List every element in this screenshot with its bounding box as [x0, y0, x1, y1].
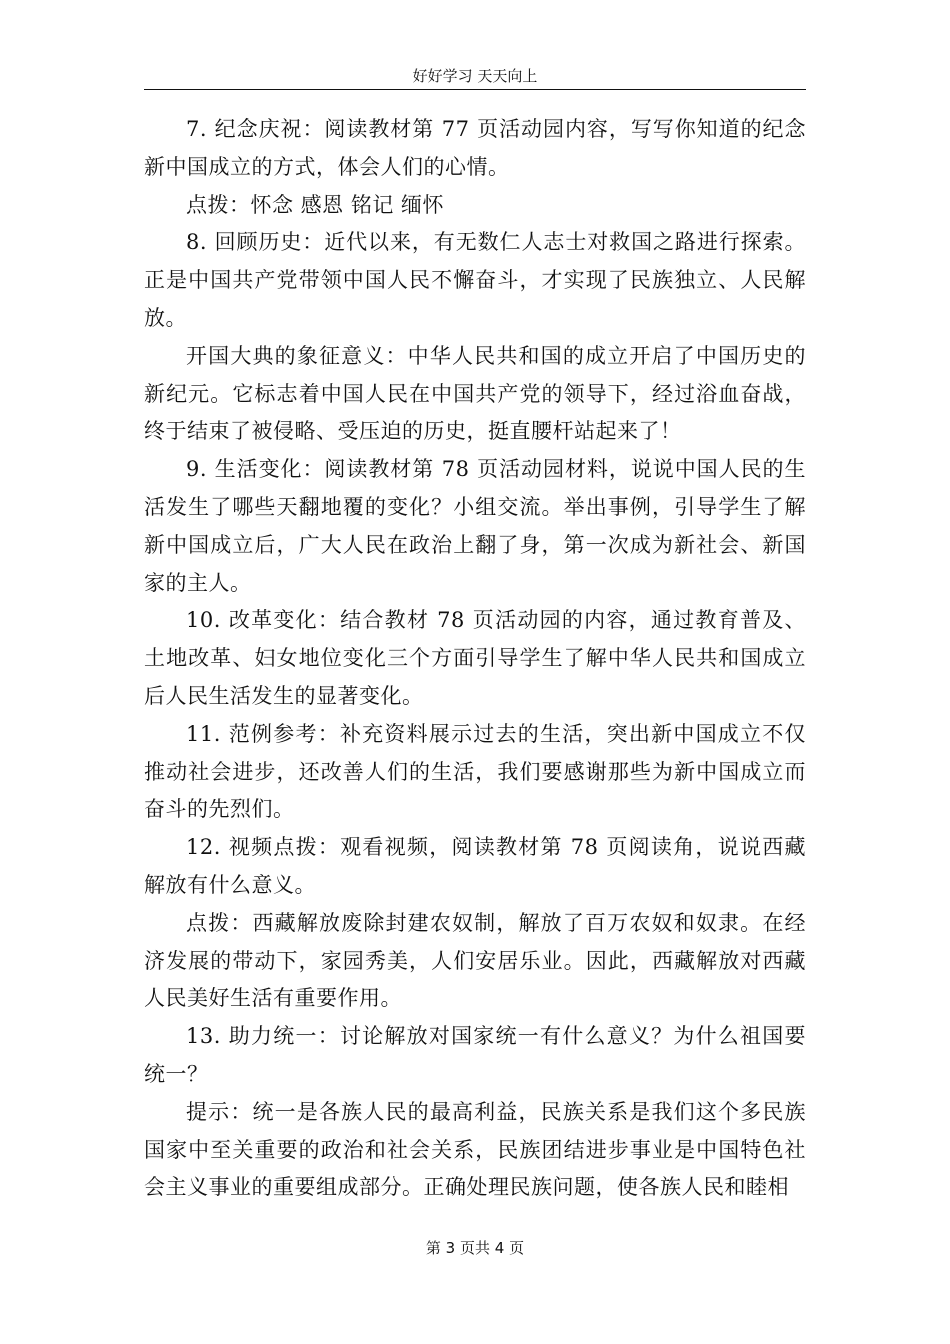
paragraph-8-history: 8. 回顾历史：近代以来，有无数仁人志士对救国之路进行探索。正是中国共产党带领中国人民不懈奋斗，才实现了民族独立、人民解放。 — [144, 230, 806, 330]
paragraph-7-commemoration: 7. 纪念庆祝：阅读教材第 77 页活动园内容，写写你知道的纪念新中国成立的方式，体会人们的心情。 — [144, 117, 806, 179]
paragraph-9-life-change: 9. 生活变化：阅读教材第 78 页活动园材料，说说中国人民的生活发生了哪些天翻地覆的变化？小组交流。举出事例，引导学生了解新中国成立后，广大人民在政治上翻了身，第一次成为新社会、新国家的主人。 — [144, 457, 806, 595]
document-body — [144, 111, 806, 1207]
page-footer: 第 3 页共 4 页 — [425, 1239, 525, 1257]
paragraph-10-reform: 10. 改革变化：结合教材 78 页活动园的内容，通过教育普及、土地改革、妇女地位变化三个方面引导学生了解中华人民共和国成立后人民生活发生的显著变化。 — [144, 608, 806, 708]
paragraph-13-unity: 13. 助力统一：讨论解放对国家统一有什么意义？为什么祖国要统一？ — [144, 1024, 806, 1086]
page-header: 好好学习 天天向上 — [412, 67, 538, 85]
paragraph-hint-commemoration: 点拨：怀念 感恩 铭记 缅怀 — [186, 192, 445, 217]
header-divider — [144, 89, 806, 90]
paragraph-11-example: 11. 范例参考：补充资料展示过去的生活，突出新中国成立不仅推动社会进步，还改善人们的生活，我们要感谢那些为新中国成立而奋斗的先烈们。 — [144, 721, 806, 822]
paragraph-hint-tibet: 点拨：西藏解放废除封建农奴制，解放了百万农奴和奴隶。在经济发展的带动下，家园秀美，人们安居乐业。因此，西藏解放对西藏人民美好生活有重要作用。 — [144, 910, 806, 1011]
paragraph-founding-ceremony: 开国大典的象征意义：中华人民共和国的成立开启了中国历史的新纪元。它标志着中国人民在中国共产党的领导下，经过浴血奋战，终于结束了被侵略、受压迫的历史，挺直腰杆站起来了！ — [144, 343, 806, 444]
paragraph-12-video: 12. 视频点拨：观看视频，阅读教材第 78 页阅读角，说说西藏解放有什么意义。 — [144, 835, 806, 897]
paragraph-tip-unity: 提示：统一是各族人民的最高利益，民族关系是我们这个多民族国家中至关重要的政治和社会关系，民族团结进步事业是中国特色社会主义事业的重要组成部分。正确处理民族问题，使各族人民和睦相 — [144, 1099, 806, 1200]
